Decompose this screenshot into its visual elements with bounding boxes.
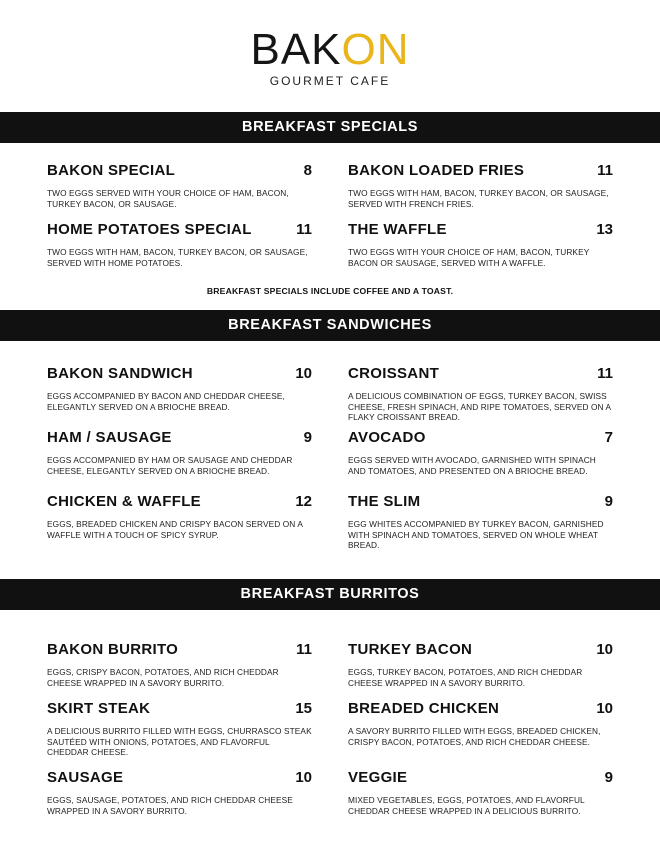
item-name: VEGGIE xyxy=(348,769,408,786)
item-description: EGGS, BREADED CHICKEN AND CRISPY BACON SERVED ON A WAFFLE WITH A TOUCH OF SPICY SYRUP. xyxy=(47,519,303,540)
item-name: BREADED CHICKEN xyxy=(348,700,500,717)
item-name: SAUSAGE xyxy=(47,769,124,786)
item-price: 15 xyxy=(295,700,312,717)
item-name: CROISSANT xyxy=(348,365,440,382)
item-description: EGGS, SAUSAGE, POTATOES, AND RICH CHEDDAR CHEESE WRAPPED IN A SAVORY BURRITO. xyxy=(47,795,293,816)
item-name: THE WAFFLE xyxy=(348,221,447,238)
specials-note: BREAKFAST SPECIALS INCLUDE COFFEE AND A TOAST. xyxy=(206,286,454,296)
item-price: 9 xyxy=(604,493,613,510)
item-description: A DELICIOUS COMBINATION OF EGGS, TURKEY BACON, SWISS CHEESE, FRESH SPINACH, AND RIPE TOMATOES, SERVED ON A FLAKY CROISSANT BREAD. xyxy=(348,391,611,422)
item-description: TWO EGGS WITH YOUR CHOICE OF HAM, BACON, TURKEY BACON OR SAUSAGE, SERVED WITH A WAFFLE. xyxy=(348,247,590,268)
item-description: EGGS SERVED WITH AVOCADO, GARNISHED WITH SPINACH AND TOMATOES, AND PRESENTED ON A BRIOCHE BREAD. xyxy=(348,455,596,476)
item-name: THE SLIM xyxy=(348,493,421,510)
menu-item xyxy=(47,365,312,412)
menu-item xyxy=(348,221,613,268)
item-price: 13 xyxy=(596,221,613,238)
item-description: EGGS ACCOMPANIED BY BACON AND CHEDDAR CHEESE, ELEGANTLY SERVED ON A BRIOCHE BREAD. xyxy=(47,391,285,412)
brand-name-accent: ON xyxy=(341,25,410,74)
item-price: 12 xyxy=(295,493,312,510)
menu-item xyxy=(348,162,613,209)
item-description: A SAVORY BURRITO FILLED WITH EGGS, BREADED CHICKEN, CRISPY BACON, POTATOES, AND RICH CHEDDAR CHEESE. xyxy=(348,726,601,747)
item-price: 11 xyxy=(296,221,312,238)
item-price: 8 xyxy=(303,162,312,179)
item-name: BAKON LOADED FRIES xyxy=(348,162,525,179)
item-name: AVOCADO xyxy=(348,429,426,446)
section-header-specials: BREAKFAST SPECIALS xyxy=(0,112,660,143)
item-price: 9 xyxy=(604,769,613,786)
menu-item xyxy=(47,221,312,268)
menu-item xyxy=(348,429,613,476)
item-name: TURKEY BACON xyxy=(348,641,473,658)
item-description: EGGS, TURKEY BACON, POTATOES, AND RICH CHEDDAR CHEESE WRAPPED IN A SAVORY BURRITO. xyxy=(348,667,583,688)
item-price: 10 xyxy=(295,769,312,786)
item-description: EGGS ACCOMPANIED BY HAM OR SAUSAGE AND CHEDDAR CHEESE, ELEGANTLY SERVED ON A BRIOCHE BREAD. xyxy=(47,455,293,476)
item-price: 10 xyxy=(596,700,613,717)
item-description: MIXED VEGETABLES, EGGS, POTATOES, AND FLAVORFUL CHEDDAR CHEESE WRAPPED IN A DELICIOUS BURRITO. xyxy=(348,795,585,816)
menu-item xyxy=(47,493,312,540)
menu-item xyxy=(47,769,312,816)
menu-item xyxy=(47,429,312,476)
item-description: EGG WHITES ACCOMPANIED BY TURKEY BACON, GARNISHED WITH SPINACH AND TOMATOES, SERVED ON WHOLE WHEAT BREAD. xyxy=(348,519,604,550)
item-name: BAKON SPECIAL xyxy=(47,162,176,179)
menu-item xyxy=(348,365,613,423)
item-price: 9 xyxy=(303,429,312,446)
section-header-burritos: BREAKFAST BURRITOS xyxy=(0,579,660,610)
item-name: HAM / SAUSAGE xyxy=(47,429,172,446)
item-name: HOME POTATOES SPECIAL xyxy=(47,221,252,238)
item-price: 11 xyxy=(597,365,613,382)
menu-item xyxy=(348,493,613,551)
item-price: 7 xyxy=(604,429,613,446)
section-header-sandwiches: BREAKFAST SANDWICHES xyxy=(0,310,660,341)
item-price: 11 xyxy=(296,641,312,658)
item-description: EGGS, CRISPY BACON, POTATOES, AND RICH CHEDDAR CHEESE WRAPPED IN A SAVORY BURRITO. xyxy=(47,667,279,688)
brand-name-prefix: BAK xyxy=(250,25,342,74)
item-name: BAKON SANDWICH xyxy=(47,365,193,382)
menu-item xyxy=(47,162,312,209)
item-description: TWO EGGS WITH HAM, BACON, TURKEY BACON, OR SAUSAGE, SERVED WITH HOME POTATOES. xyxy=(47,247,308,268)
item-price: 10 xyxy=(295,365,312,382)
item-price: 11 xyxy=(597,162,613,179)
brand-name xyxy=(0,25,660,74)
item-name: CHICKEN & WAFFLE xyxy=(47,493,201,510)
logo xyxy=(0,25,660,88)
menu-item xyxy=(348,769,613,816)
menu-item xyxy=(348,641,613,688)
item-description: TWO EGGS SERVED WITH YOUR CHOICE OF HAM, BACON, TURKEY BACON, OR SAUSAGE. xyxy=(47,188,289,209)
menu-item xyxy=(348,700,613,747)
item-description: TWO EGGS WITH HAM, BACON, TURKEY BACON, OR SAUSAGE, SERVED WITH FRENCH FRIES. xyxy=(348,188,609,209)
item-name: SKIRT STEAK xyxy=(47,700,151,717)
item-name: BAKON BURRITO xyxy=(47,641,179,658)
item-description: A DELICIOUS BURRITO FILLED WITH EGGS, CHURRASCO STEAK SAUTÉED WITH ONIONS, POTATOES, AND FLAVORFUL CHEDDAR CHEESE. xyxy=(47,726,312,757)
menu-item xyxy=(47,700,312,758)
brand-tagline: GOURMET CAFE xyxy=(269,74,391,88)
menu-item xyxy=(47,641,312,688)
item-price: 10 xyxy=(596,641,613,658)
